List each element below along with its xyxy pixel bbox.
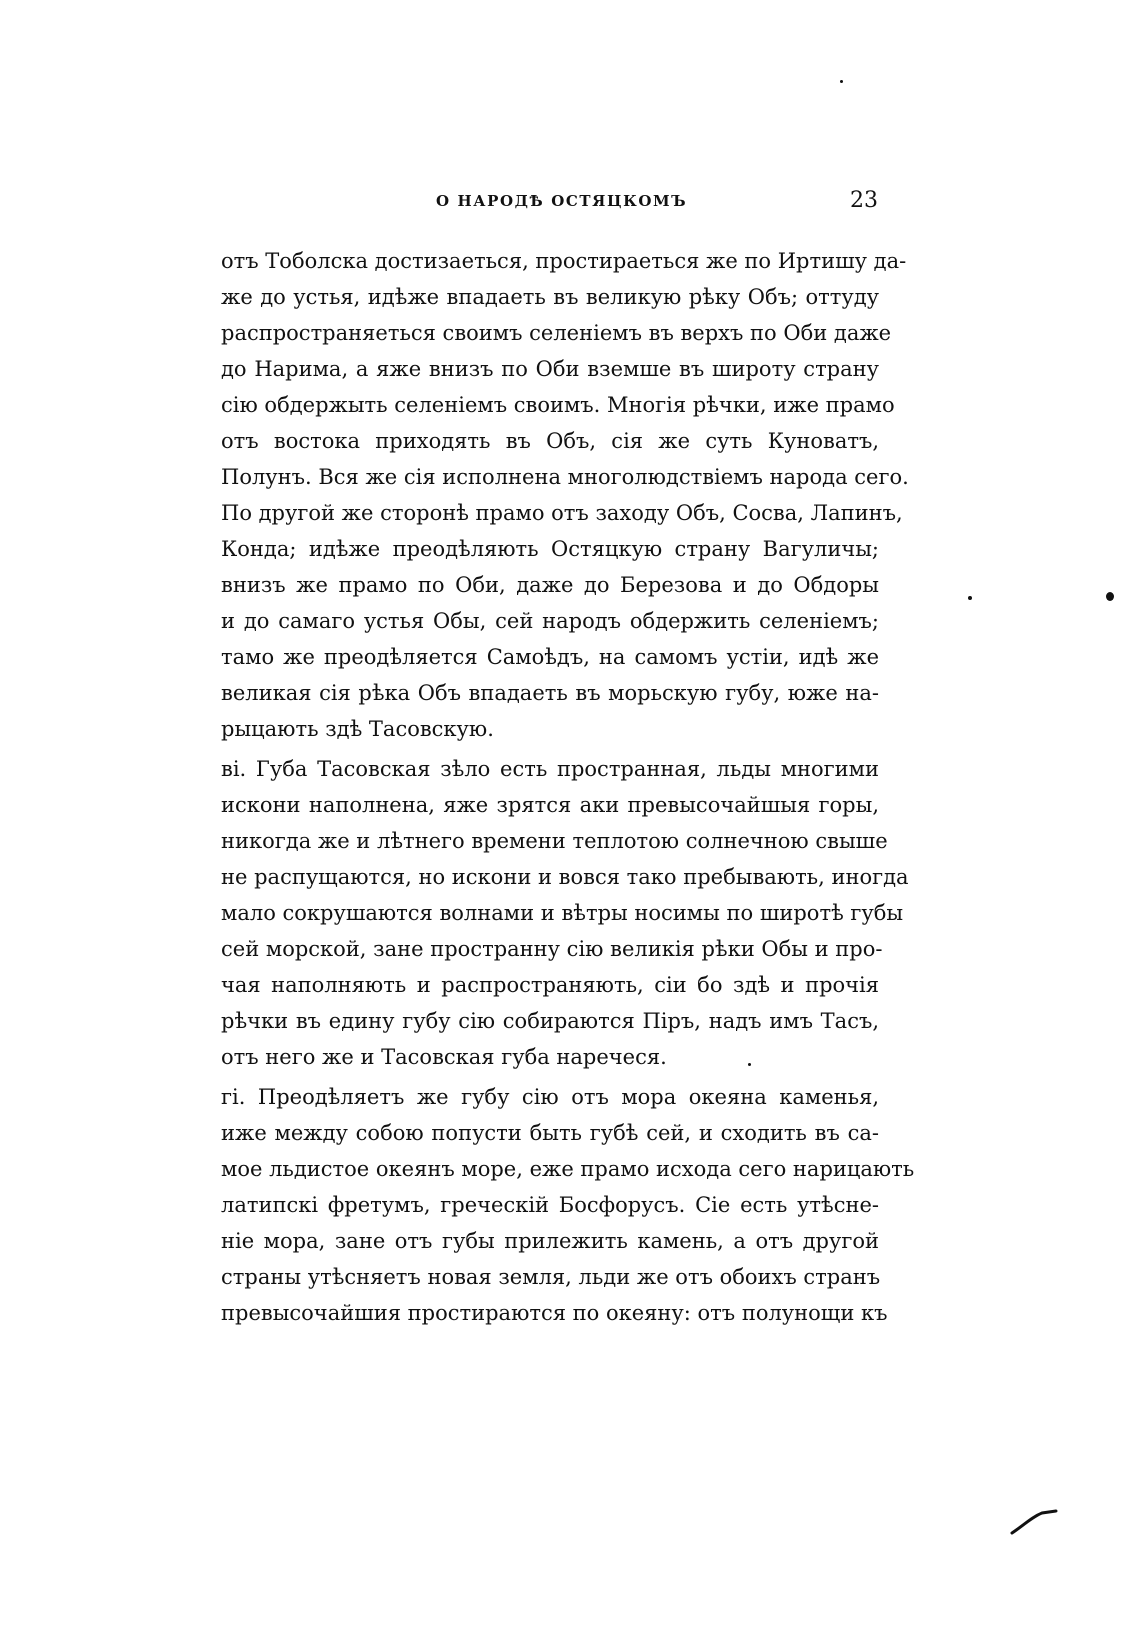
- text-line: тамо же преодѣляется Самоѣдъ, на самомъ устiи, идѣ же: [221, 645, 879, 669]
- text-line: внизъ же прамо по Оби, даже до Березова и до Обдоры: [221, 573, 879, 597]
- text-line: ві. Губа Тасовская зѣло есть пространная, льды многими: [221, 757, 879, 781]
- text-line: не распущаются, но искони и вовся тако пребывають, иногда: [221, 865, 909, 889]
- text-line: Конда; идѣже преодѣляють Остяцкую страну Вагуличы;: [221, 537, 879, 561]
- text-line: искони наполнена, яже зрятся аки превысочайшыя горы,: [221, 793, 879, 817]
- text-line: иже между собою попусти быть губѣ сей, и сходить въ са-: [221, 1121, 879, 1145]
- scan-speck: [748, 1063, 751, 1066]
- text-line: же до устья, идѣже впадаеть въ великую рѣку Объ; оттуду: [221, 285, 879, 309]
- text-line: и до самаго устья Обы, сей народъ обдержить селенiемъ;: [221, 609, 879, 633]
- text-line: отъ востока приходять въ Объ, сiя же суть Куноватъ,: [221, 429, 879, 453]
- running-title: О НАРОДѢ ОСТЯЦКОМЪ: [436, 192, 688, 210]
- body-text: [221, 243, 915, 1331]
- text-line: мало сокрушаются волнами и вѣтры носимы по широтѣ губы: [221, 901, 904, 925]
- text-line: превысочайшия простираются по океяну: отъ полунощи къ: [221, 1301, 888, 1325]
- text-line: латипскi фретумъ, греческiй Босфорусъ. Сiе есть утѣсне-: [221, 1193, 879, 1217]
- text-line: гі. Преодѣляетъ же губу сiю отъ мора океяна каменья,: [221, 1085, 879, 1109]
- text-line: По другой же сторонѣ прамо отъ заходу Объ, Сосва, Лапинъ,: [221, 501, 903, 525]
- scan-speck: [968, 596, 972, 600]
- text-line: страны утѣсняетъ новая земля, льди же отъ обоихъ странъ: [221, 1265, 881, 1289]
- text-line: великая сiя рѣка Объ впадаеть въ морьскую губу, юже на-: [221, 681, 879, 705]
- text-line: рыцають здѣ Тасовскую.: [221, 717, 494, 741]
- text-line: отъ Тоболска достизаеться, простираеться же по Иртишу да-: [221, 249, 907, 273]
- scan-speck: [1106, 592, 1114, 601]
- page-number: 23: [850, 188, 878, 213]
- text-line: рѣчки въ едину губу сiю собираются Пiръ, надъ имъ Тасъ,: [221, 1009, 879, 1033]
- text-line: распространяеться своимъ селенiемъ въ верхъ по Оби даже: [221, 321, 892, 345]
- scan-stroke-mark: [1010, 1505, 1060, 1535]
- text-line: сей морской, зане пространну сiю великiя рѣки Обы и про-: [221, 937, 883, 961]
- paragraph-2: [221, 751, 909, 1075]
- scan-speck: [840, 80, 843, 83]
- paragraph-3: [221, 1079, 915, 1331]
- text-line: никогда же и лѣтнего времени теплотою солнечною свыше: [221, 829, 888, 853]
- text-line: отъ него же и Тасовская губа наречеся.: [221, 1045, 667, 1069]
- text-line: до Нарима, а яже внизъ по Оби вземше въ широту страну: [221, 357, 879, 381]
- text-line: сiю обдержыть селенiемъ своимъ. Многiя рѣчки, иже прамо: [221, 393, 895, 417]
- text-line: чая наполняють и распространяють, сiи бо здѣ и прочiя: [221, 973, 879, 997]
- text-line: мое льдистое океянъ море, еже прамо исхода сего нарицають: [221, 1157, 915, 1181]
- text-line: Полунъ. Вся же сiя исполнена многолюдствiемъ народа сего.: [221, 465, 909, 489]
- text-line: нiе мора, зане отъ губы прилежить камень, а отъ другой: [221, 1229, 879, 1253]
- paragraph-1: [221, 243, 909, 747]
